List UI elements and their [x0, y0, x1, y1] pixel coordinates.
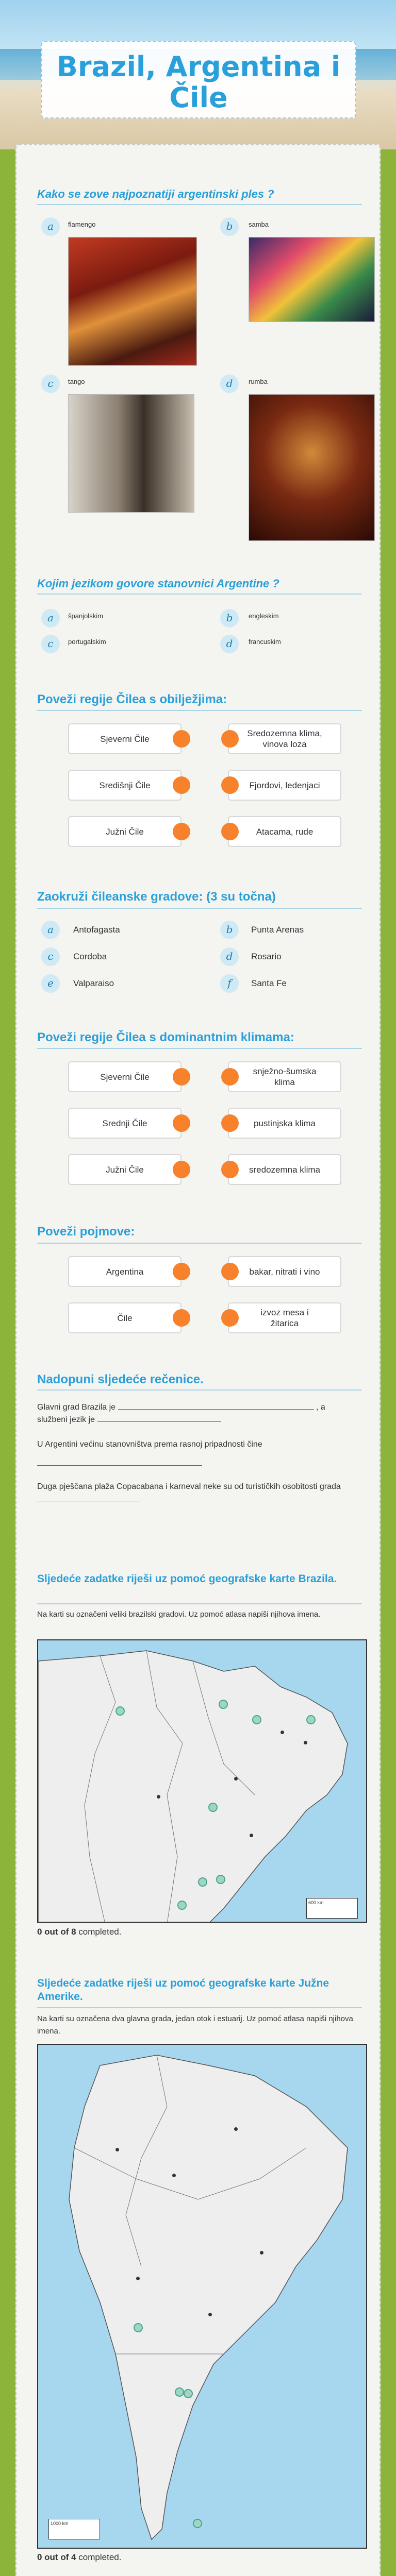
q4-option-d-label[interactable]: Rosario	[251, 952, 282, 961]
q3-right-item[interactable]: Atacama, rude	[228, 816, 341, 847]
q7-s1-part-b: , a	[316, 1403, 325, 1412]
city-marker[interactable]	[116, 1706, 125, 1716]
q2-option-b-label[interactable]: engleskim	[249, 612, 279, 620]
q1-option-a-badge[interactable]: a	[41, 217, 60, 236]
q9-progress	[37, 2552, 121, 2563]
q2-option-b-badge[interactable]: b	[220, 609, 239, 628]
q7-s2-text: U Argentini većinu stanovništva prema rasnoj pripadnosti čine	[37, 1440, 262, 1449]
q1-option-a-label[interactable]: flamengo	[68, 221, 96, 228]
q6-title: Poveži pojmove:	[37, 1225, 135, 1239]
q1-underline	[37, 204, 362, 205]
capital-point	[136, 2277, 140, 2280]
q5-left-connector[interactable]	[173, 1161, 190, 1178]
q4-option-c-badge[interactable]: c	[41, 947, 60, 966]
q4-option-a-badge[interactable]: a	[41, 921, 60, 939]
q3-left-connector[interactable]	[173, 730, 190, 748]
q7-s1-part-c: službeni jezik je	[37, 1415, 95, 1424]
q8-title: Sljedeće zadatke riješi uz pomoć geografske karte Brazila.	[37, 1573, 337, 1585]
q6-left-connector[interactable]	[173, 1263, 190, 1280]
q9-underline	[37, 2007, 362, 2008]
q9-title: Sljedeće zadatke riješi uz pomoć geografske karte Južne Amerike.	[37, 1977, 329, 2003]
q6-right-item[interactable]: bakar, nitrati i vino	[228, 1256, 341, 1287]
q5-title: Poveži regije Čilea s dominantnim klimama:	[37, 1030, 294, 1044]
city-point	[280, 1731, 284, 1734]
city-marker[interactable]	[216, 1875, 225, 1884]
capital-point	[172, 2174, 176, 2177]
map-scale-text: 1000 km	[51, 2521, 69, 2526]
q4-title: Zaokruži čileanske gradove: (3 su točna)	[37, 890, 276, 904]
q1-option-c-badge[interactable]: c	[41, 375, 60, 393]
q6-right-item[interactable]: izvoz mesa i žitarica	[228, 1302, 341, 1333]
q5-right-item[interactable]: snježno-šumska klima	[228, 1061, 341, 1092]
q6-underline	[37, 1243, 362, 1244]
city-point	[234, 1777, 238, 1781]
q9-instruction: Na karti su označena dva glavna grada, jedan otok i estuarij. Uz pomoć atlasa napiši njihova imena.	[37, 2014, 353, 2036]
q6-right-connector[interactable]	[221, 1309, 239, 1327]
q4-underline	[37, 908, 362, 909]
city-marker[interactable]	[219, 1700, 228, 1709]
city-marker[interactable]	[198, 1877, 207, 1887]
q4-option-e-label[interactable]: Valparaiso	[73, 978, 114, 988]
q8-underline	[37, 1603, 362, 1604]
q4-option-f-label[interactable]: Santa Fe	[251, 978, 287, 988]
q3-left-connector[interactable]	[173, 823, 190, 840]
city-marker[interactable]	[177, 1901, 187, 1910]
q2-option-c-badge[interactable]: c	[41, 635, 60, 653]
q3-right-item[interactable]: Sredozemna klima, vinova loza	[228, 723, 341, 754]
worksheet	[15, 144, 381, 2576]
q6-left-connector[interactable]	[173, 1309, 190, 1327]
q3-left-item[interactable]: Južni Čile	[68, 816, 182, 847]
q4-option-b-label[interactable]: Punta Arenas	[251, 925, 304, 935]
q4-option-f-badge[interactable]: f	[220, 974, 239, 993]
q4-option-d-badge[interactable]: d	[220, 947, 239, 966]
q8-score: 0 out of 8	[37, 1927, 76, 1937]
city-marker[interactable]	[306, 1715, 316, 1724]
map-scale	[48, 2519, 100, 2539]
q5-left-item[interactable]: Sjeverni Čile	[68, 1061, 182, 1092]
q1-option-c-label[interactable]: tango	[68, 378, 85, 385]
q2-underline	[37, 594, 362, 595]
city-point	[304, 1741, 307, 1744]
q7-s1-part-a: Glavni grad Brazila je	[37, 1403, 116, 1412]
capital-point	[116, 2148, 119, 2151]
capital-point	[260, 2251, 263, 2255]
q5-right-item[interactable]: sredozemna klima	[228, 1154, 341, 1185]
q7-sentence-2	[37, 1438, 362, 1451]
q6-left-item[interactable]: Čile	[68, 1302, 182, 1333]
q3-right-item[interactable]: Fjordovi, ledenjaci	[228, 770, 341, 801]
map-marker[interactable]	[134, 2323, 143, 2332]
q9-score: 0 out of 4	[37, 2552, 76, 2562]
q7-title: Nadopuni sljedeće rečenice.	[37, 1372, 204, 1386]
page-title: Brazil, Argentina i Čile	[56, 50, 341, 114]
q7-underline	[37, 1389, 362, 1391]
capital-point	[234, 2127, 238, 2131]
map-marker[interactable]	[193, 2519, 202, 2528]
map-marker[interactable]	[184, 2389, 193, 2398]
tango-dancers-image	[68, 394, 194, 513]
q4-option-c-label[interactable]: Cordoba	[73, 952, 107, 961]
q6-right-connector[interactable]	[221, 1263, 239, 1280]
q3-left-item[interactable]: Središnji Čile	[68, 770, 182, 801]
q5-left-connector[interactable]	[173, 1114, 190, 1132]
q5-left-item[interactable]: Južni Čile	[68, 1154, 182, 1185]
q8-completed-label: completed.	[78, 1927, 122, 1937]
city-point	[157, 1795, 160, 1799]
city-marker[interactable]	[208, 1803, 218, 1812]
grass-border-right	[381, 149, 396, 2576]
q2-option-a-label[interactable]: španjolskim	[68, 612, 103, 620]
city-point	[250, 1834, 253, 1837]
q3-right-connector[interactable]	[221, 730, 239, 748]
q2-option-c-label[interactable]: portugalskim	[68, 638, 106, 646]
capital-point	[208, 2313, 212, 2316]
q7-s3-text: Duga pješčana plaža Copacabana i karneval neke su od turističkih osobitosti grada	[37, 1482, 341, 1491]
q5-right-connector[interactable]	[221, 1114, 239, 1132]
q2-option-a-badge[interactable]: a	[41, 609, 60, 628]
q7-answer-input-3[interactable]	[37, 1465, 202, 1466]
q4-option-e-badge[interactable]: e	[41, 974, 60, 993]
q5-left-item[interactable]: Srednji Čile	[68, 1108, 182, 1139]
rumba-dancers-image	[249, 394, 375, 541]
q1-option-d-badge[interactable]: d	[220, 375, 239, 393]
q8-instruction: Na karti su označeni veliki brazilski gradovi. Uz pomoć atlasa napiši njihova imena.	[37, 1610, 321, 1619]
q1-option-b-badge[interactable]: b	[220, 217, 239, 236]
q3-underline	[37, 710, 362, 711]
q8-progress	[37, 1927, 121, 1937]
q1-option-b-label[interactable]: samba	[249, 221, 269, 228]
q7-sentence-3	[37, 1481, 362, 1505]
q7-answer-input-2[interactable]	[97, 1414, 221, 1422]
q3-right-connector[interactable]	[221, 823, 239, 840]
samba-carnival-image	[249, 237, 375, 322]
q1-question: Kako se zove najpoznatiji argentinski ples ?	[37, 188, 274, 200]
q3-left-connector[interactable]	[173, 776, 190, 794]
q2-question: Kojim jezikom govore stanovnici Argentine ?	[37, 577, 279, 590]
q5-underline	[37, 1048, 362, 1049]
flamenco-dancers-image	[68, 237, 197, 366]
map-marker[interactable]	[175, 2387, 184, 2397]
map-scale	[306, 1898, 358, 1919]
q3-title: Poveži regije Čilea s obilježjima:	[37, 692, 227, 706]
title-box	[41, 41, 356, 118]
q3-left-item[interactable]: Sjeverni Čile	[68, 723, 182, 754]
q9-completed-label: completed.	[78, 2552, 122, 2562]
q2-option-d-badge[interactable]: d	[220, 635, 239, 653]
q4-option-b-badge[interactable]: b	[220, 921, 239, 939]
q5-right-connector[interactable]	[221, 1161, 239, 1178]
south-america-map-shape	[38, 2045, 367, 2549]
q7-answer-input-1[interactable]	[118, 1401, 314, 1410]
q4-option-a-label[interactable]: Antofagasta	[73, 925, 120, 935]
south-america-map	[37, 2044, 367, 2549]
q1-option-d-label[interactable]: rumba	[249, 378, 268, 385]
map-scale-text: 600 km	[308, 1900, 324, 1905]
q3-right-connector[interactable]	[221, 776, 239, 794]
q5-left-connector[interactable]	[173, 1068, 190, 1086]
brazil-map	[37, 1639, 367, 1923]
q2-option-d-label[interactable]: francuskim	[249, 638, 281, 646]
q5-right-connector[interactable]	[221, 1068, 239, 1086]
grass-border-left	[0, 149, 15, 2576]
q7-answer-input-4[interactable]	[37, 1493, 140, 1501]
q5-right-item[interactable]: pustinjska klima	[228, 1108, 341, 1139]
q7-sentence-1	[37, 1401, 362, 1426]
city-marker[interactable]	[252, 1715, 261, 1724]
q6-left-item[interactable]: Argentina	[68, 1256, 182, 1287]
